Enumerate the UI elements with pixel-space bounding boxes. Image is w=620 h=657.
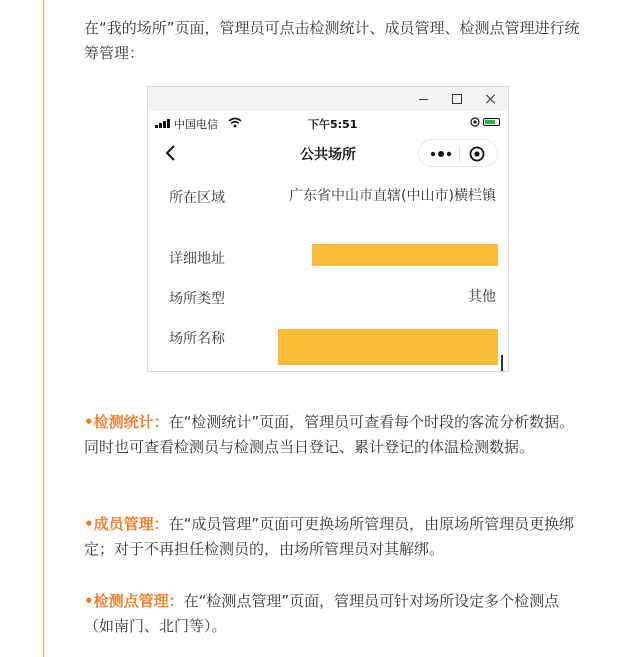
intro-paragraph [84, 16, 584, 66]
scrollbar-thumb[interactable] [501, 355, 503, 371]
venue-type-label: 场所类型 [169, 291, 225, 307]
minimize-button[interactable] [406, 87, 440, 111]
address-redaction [312, 244, 498, 266]
page-title: 公共场所 [300, 147, 356, 163]
minimize-icon [419, 99, 428, 100]
app-window [147, 86, 509, 372]
address-label: 详细地址 [169, 251, 225, 267]
window-titlebar [148, 87, 508, 111]
section-members [84, 512, 584, 562]
venue-name-redaction [278, 329, 498, 365]
maximize-button[interactable] [440, 87, 474, 111]
mini-program-capsule [418, 139, 498, 167]
statistics-heading: •检测统计： [84, 413, 169, 431]
close-button[interactable] [474, 87, 508, 111]
checkpoints-heading: •检测点管理： [84, 592, 184, 610]
region-label: 所在区域 [169, 190, 225, 206]
maximize-icon [452, 94, 462, 104]
phone-statusbar [148, 115, 508, 131]
members-heading: •成员管理： [84, 515, 169, 533]
left-accent-rule [43, 0, 44, 657]
close-icon [486, 94, 496, 104]
capsule-divider [459, 146, 460, 162]
capsule-close-icon[interactable] [469, 146, 485, 162]
intro-text: 在“我的场所”页面，管理员可点击检测统计、成员管理、检测点管理进行统筹管理： [84, 19, 580, 62]
phone-navbar [148, 135, 508, 171]
section-checkpoints [84, 589, 584, 639]
location-icon [470, 117, 480, 127]
venue-name-label: 场所名称 [169, 331, 225, 347]
battery-icon [483, 118, 500, 126]
status-time: 下午5:51 [308, 118, 358, 131]
section-statistics [84, 410, 584, 460]
signal-icon [155, 119, 173, 128]
statistics-body: 在“检测统计”页面，管理员可查看每个时段的客流分析数据。同时也可查看检测员与检测点当日登记、累计登记的体温检测数据。 [84, 413, 575, 456]
checkpoints-body: 在“检测点管理”页面，管理员可针对场所设定多个检测点（如南门、北门等）。 [84, 592, 560, 635]
carrier-label: 中国电信 [174, 118, 218, 131]
more-dots-icon[interactable] [429, 148, 453, 160]
members-body: 在“成员管理”页面可更换场所管理员，由原场所管理员更换绑定；对于不再担任检测员的，由场所管理员对其解绑。 [84, 515, 575, 558]
wifi-icon [228, 117, 242, 128]
venue-type-value: 其他 [468, 289, 496, 305]
region-value: 广东省中山市直辖(中山市)横栏镇 [289, 188, 496, 204]
